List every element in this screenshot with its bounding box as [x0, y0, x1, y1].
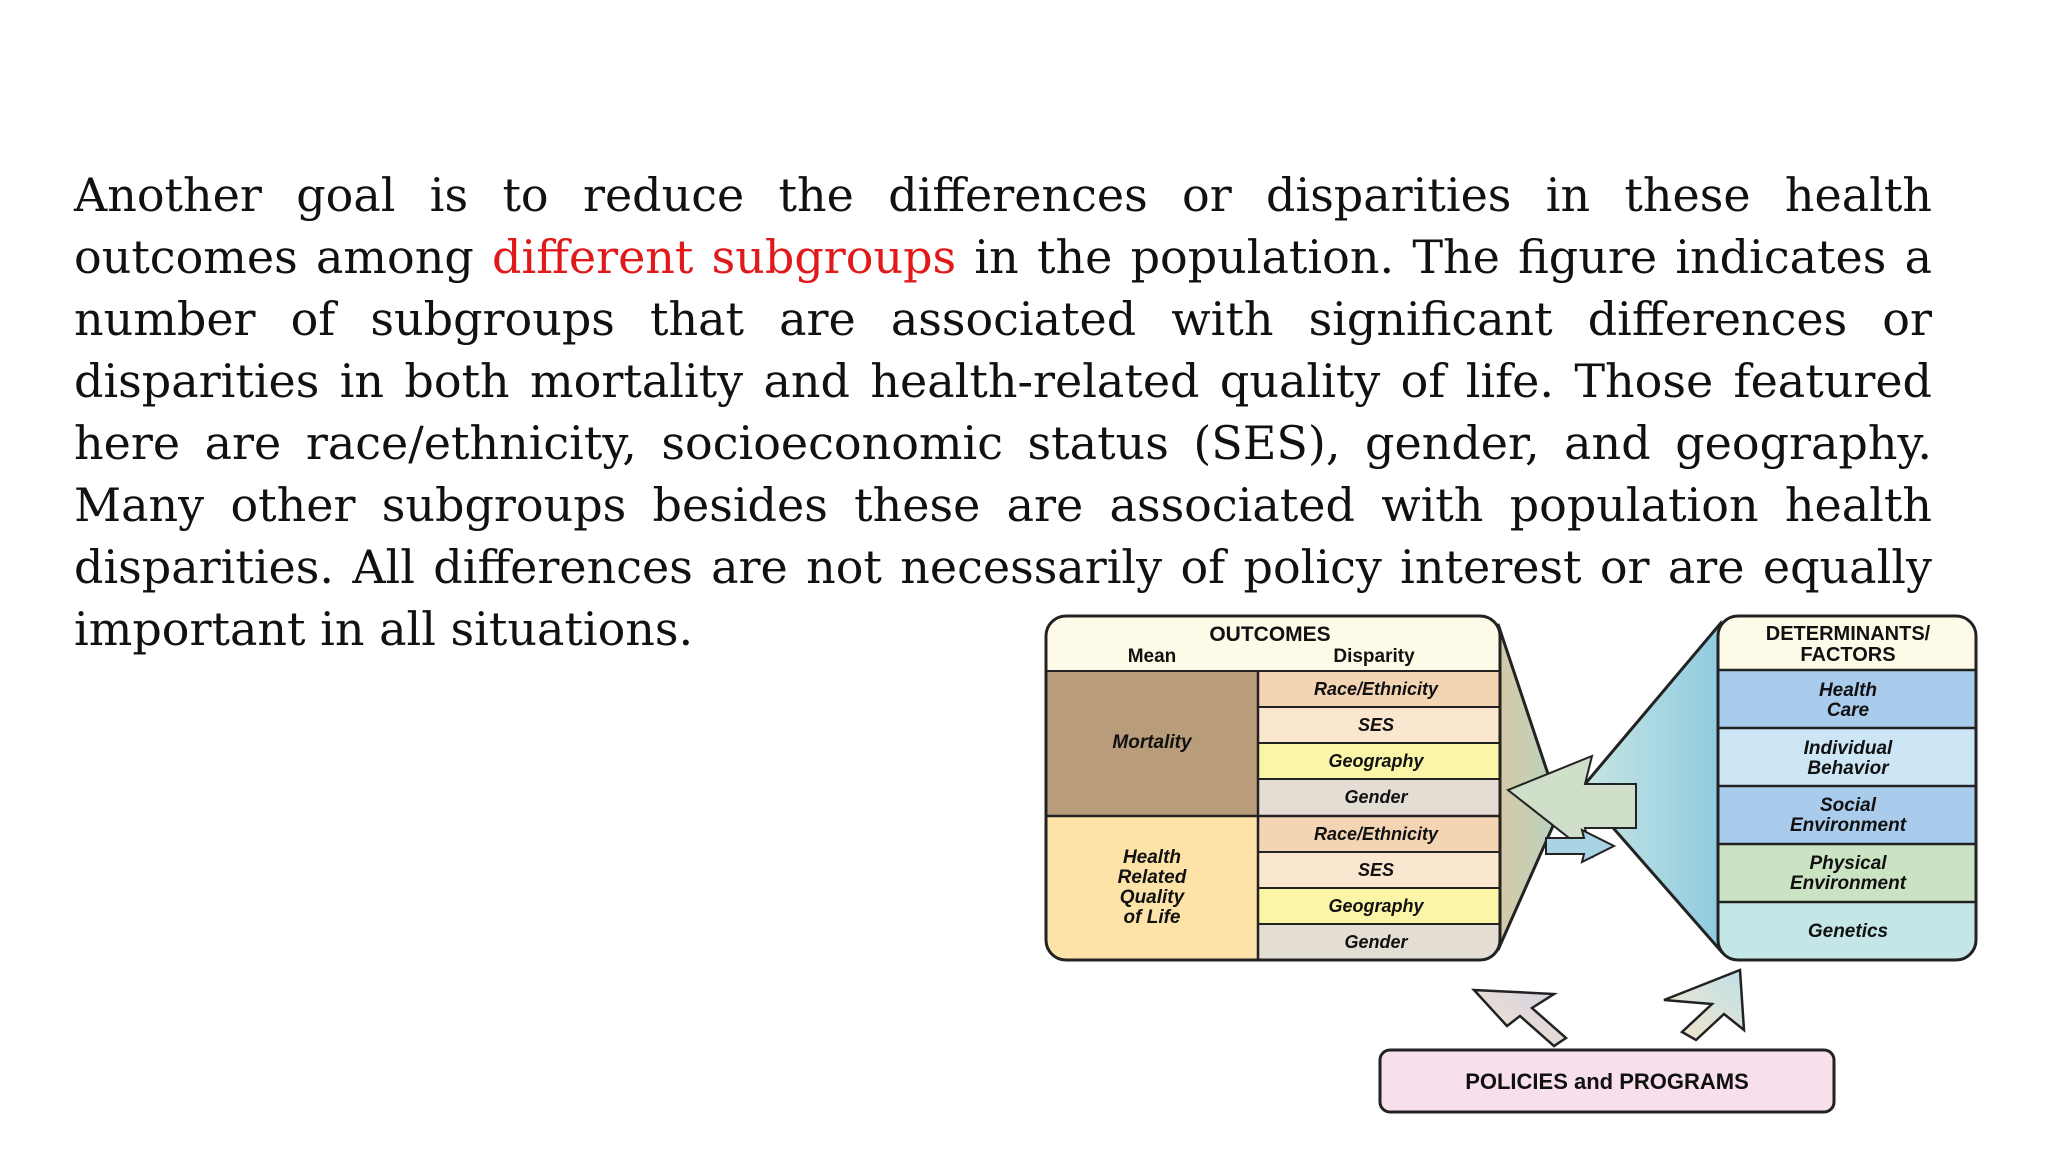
policies-to-outcomes-arrow — [1474, 990, 1566, 1046]
disparity-row-label: Gender — [1344, 932, 1408, 952]
disparity-label: Disparity — [1333, 646, 1415, 667]
policies-to-determinants-arrow — [1664, 970, 1744, 1040]
disparity-row-label: SES — [1357, 860, 1395, 880]
policies-label: POLICIES and PROGRAMS — [1465, 1069, 1749, 1094]
determinants-box — [1718, 616, 1976, 960]
determinant-label: Physical — [1809, 853, 1887, 874]
hrqol-label-line1: Health — [1122, 847, 1182, 868]
hrqol-label-line4: of Life — [1123, 907, 1181, 928]
determinant-label: Genetics — [1807, 921, 1889, 942]
disparity-row-label: Geography — [1328, 896, 1424, 916]
determinant-label: Environment — [1789, 815, 1907, 836]
disparity-row-label: Gender — [1344, 787, 1408, 807]
paragraph-text-after: in the population. The figure indicates a number of subgroups that are associated with significant differences or disparities in both mortality and health-related quality of life. Those featured here are race/ethnicity, socioeconomic status (SES), gender, and geography. Many other subgroups besides these are associated with population health disparities. All differences are not necessarily of policy interest or are equally important in all situations. — [74, 230, 1932, 656]
disparity-row-label: Race/Ethnicity — [1313, 679, 1439, 699]
disparity-row-label: Race/Ethnicity — [1313, 824, 1439, 844]
determinant-label: Behavior — [1807, 758, 1889, 779]
paragraph-text-before: Another goal is to reduce the differences or disparities in these health outcomes among — [74, 168, 1932, 284]
determinants-title-line1: DETERMINANTS/ — [1765, 623, 1931, 645]
hrqol-label-line3: Quality — [1119, 887, 1185, 908]
disparity-row-label: Geography — [1328, 751, 1424, 771]
disparity-row-label: SES — [1357, 715, 1395, 735]
determinants-title-line2: FACTORS — [1800, 644, 1896, 666]
determinant-label: Social — [1820, 795, 1876, 816]
outcomes-box — [1046, 616, 1500, 960]
determinant-label: Care — [1826, 700, 1870, 721]
determinant-label: Environment — [1789, 873, 1907, 894]
determinant-label: Health — [1818, 680, 1878, 701]
mortality-label: Mortality — [1112, 732, 1192, 753]
mean-label: Mean — [1127, 646, 1177, 667]
outcomes-title: OUTCOMES — [1209, 623, 1331, 646]
hrqol-label-line2: Related — [1117, 867, 1187, 888]
highlighted-phrase: different subgroups — [492, 230, 957, 284]
determinant-label: Individual — [1803, 738, 1893, 759]
